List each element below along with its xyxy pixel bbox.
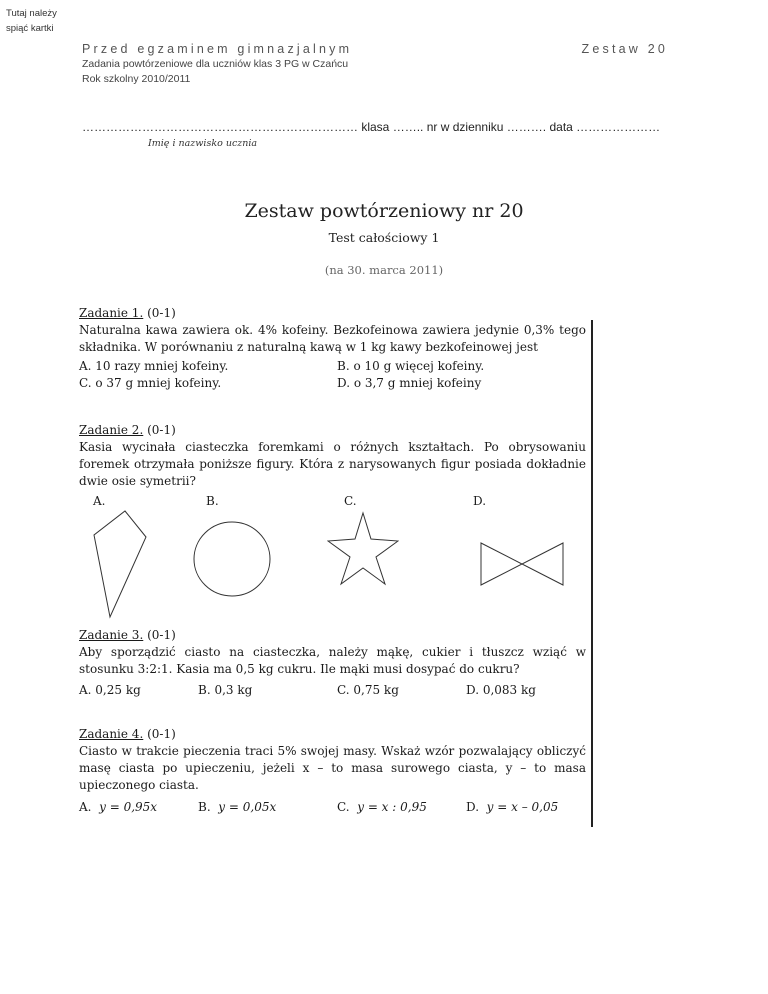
task-2-points: (0-1) (147, 423, 176, 437)
page-subtitle: Test całościowy 1 (328, 230, 440, 245)
date-note: (na 30. marca 2011) (324, 263, 444, 277)
task-1-points: (0-1) (147, 306, 176, 320)
task-3-label: Zadanie 3. (79, 628, 144, 642)
task-1-answer-a[interactable]: A. 10 razy mniej kofeiny. (79, 359, 229, 373)
task-2-label: Zadanie 2. (79, 423, 144, 437)
answer-letter: A. (79, 800, 92, 814)
data-field[interactable]: ………………… (576, 120, 661, 134)
task-1-text: Naturalna kawa zawiera ok. 4% kofeiny. Bezkofeinowa zawiera jedynie 0,3% tego składnika. W porównaniu z naturalną kawą w 1 kg kawy bezkofeinowej jest (79, 323, 586, 354)
circle-figure[interactable] (192, 520, 272, 598)
margin-rule (591, 320, 593, 827)
task-3-points: (0-1) (147, 628, 176, 642)
figure-b-label[interactable]: B. (206, 494, 219, 508)
staple-note (6, 6, 57, 36)
figure-a-label[interactable]: A. (93, 494, 106, 508)
kite-figure[interactable] (90, 508, 150, 620)
task-1-answer-b[interactable]: B. o 10 g więcej kofeiny. (337, 359, 485, 373)
name-caption: Imię i nazwisko ucznia (148, 138, 258, 149)
header-set: Zestaw 20 (581, 42, 668, 56)
task-2 (79, 422, 586, 490)
staple-note-line: spiąć kartki (6, 23, 54, 34)
task-3-answer-a[interactable]: A. 0,25 kg (79, 683, 141, 697)
staple-note-line: Tutaj należy (6, 8, 57, 19)
nr-label: nr w dzienniku (426, 120, 504, 134)
task-3-heading (79, 627, 586, 644)
task-1-answer-c[interactable]: C. o 37 g mniej kofeiny. (79, 376, 222, 390)
task-3-answer-c[interactable]: C. 0,75 kg (337, 683, 399, 697)
star-figure[interactable] (327, 511, 399, 587)
task-4-text: Ciasto w trakcie pieczenia traci 5% swojej masy. Wskaż wzór pozwalający obliczyć masę ciasta po upieczeniu, jeżeli x – to masa surowego ciasta, y – to masa upieczonego ciasta. (79, 744, 586, 792)
page-title: Zestaw powtórzeniowy nr 20 (244, 200, 524, 222)
student-info-line (82, 120, 660, 134)
task-2-text: Kasia wycinała ciasteczka foremkami o różnych kształtach. Po obrysowaniu foremek otrzymała poniższe figury. Która z narysowanych figur posiada dokładnie dwie osie symetrii? (79, 440, 586, 488)
task-1-heading (79, 305, 586, 322)
answer-formula: y = 0,95x (99, 800, 158, 814)
task-1-label: Zadanie 1. (79, 306, 144, 320)
task-4-answer-c[interactable] (337, 799, 427, 816)
header-series: Przed egzaminem gimnazjalnym (82, 42, 353, 56)
data-label: data (549, 120, 573, 134)
task-3-text: Aby sporządzić ciasto na ciasteczka, należy mąkę, cukier i tłuszcz wziąć w stosunku 3:2:1. Kasia ma 0,5 kg cukru. Ile mąki musi dosypać do cukru? (79, 645, 586, 676)
task-4-answer-a[interactable] (79, 799, 157, 816)
answer-formula: y = 0,05x (218, 800, 277, 814)
task-4-answer-b[interactable] (198, 799, 276, 816)
answer-letter: C. (337, 800, 350, 814)
figure-d-label[interactable]: D. (473, 494, 487, 508)
task-2-heading (79, 422, 586, 439)
task-3-answer-d[interactable]: D. 0,083 kg (466, 683, 536, 697)
nr-field[interactable]: ………. (506, 120, 547, 134)
task-1-answer-d[interactable]: D. o 3,7 g mniej kofeiny (337, 376, 482, 390)
header-line-2: Rok szkolny 2010/2011 (82, 73, 191, 85)
answer-letter: D. (466, 800, 480, 814)
answer-formula: y = x : 0,95 (357, 800, 427, 814)
task-4-label: Zadanie 4. (79, 727, 144, 741)
answer-formula: y = x – 0,05 (486, 800, 559, 814)
header-line-1: Zadania powtórzeniowe dla uczniów klas 3 PG w Czańcu (82, 58, 349, 70)
task-3-answer-b[interactable]: B. 0,3 kg (198, 683, 253, 697)
task-4 (79, 726, 586, 794)
klasa-field[interactable]: …….. (392, 120, 424, 134)
klasa-label: klasa (361, 120, 390, 134)
bowtie-figure[interactable] (479, 540, 565, 588)
answer-letter: B. (198, 800, 211, 814)
figure-c-label[interactable]: C. (344, 494, 357, 508)
task-4-heading (79, 726, 586, 743)
task-4-answer-d[interactable] (466, 799, 558, 816)
task-4-points: (0-1) (147, 727, 176, 741)
task-1 (79, 305, 586, 356)
task-3 (79, 627, 586, 678)
name-field[interactable]: …………………………………………………………… (82, 120, 358, 134)
